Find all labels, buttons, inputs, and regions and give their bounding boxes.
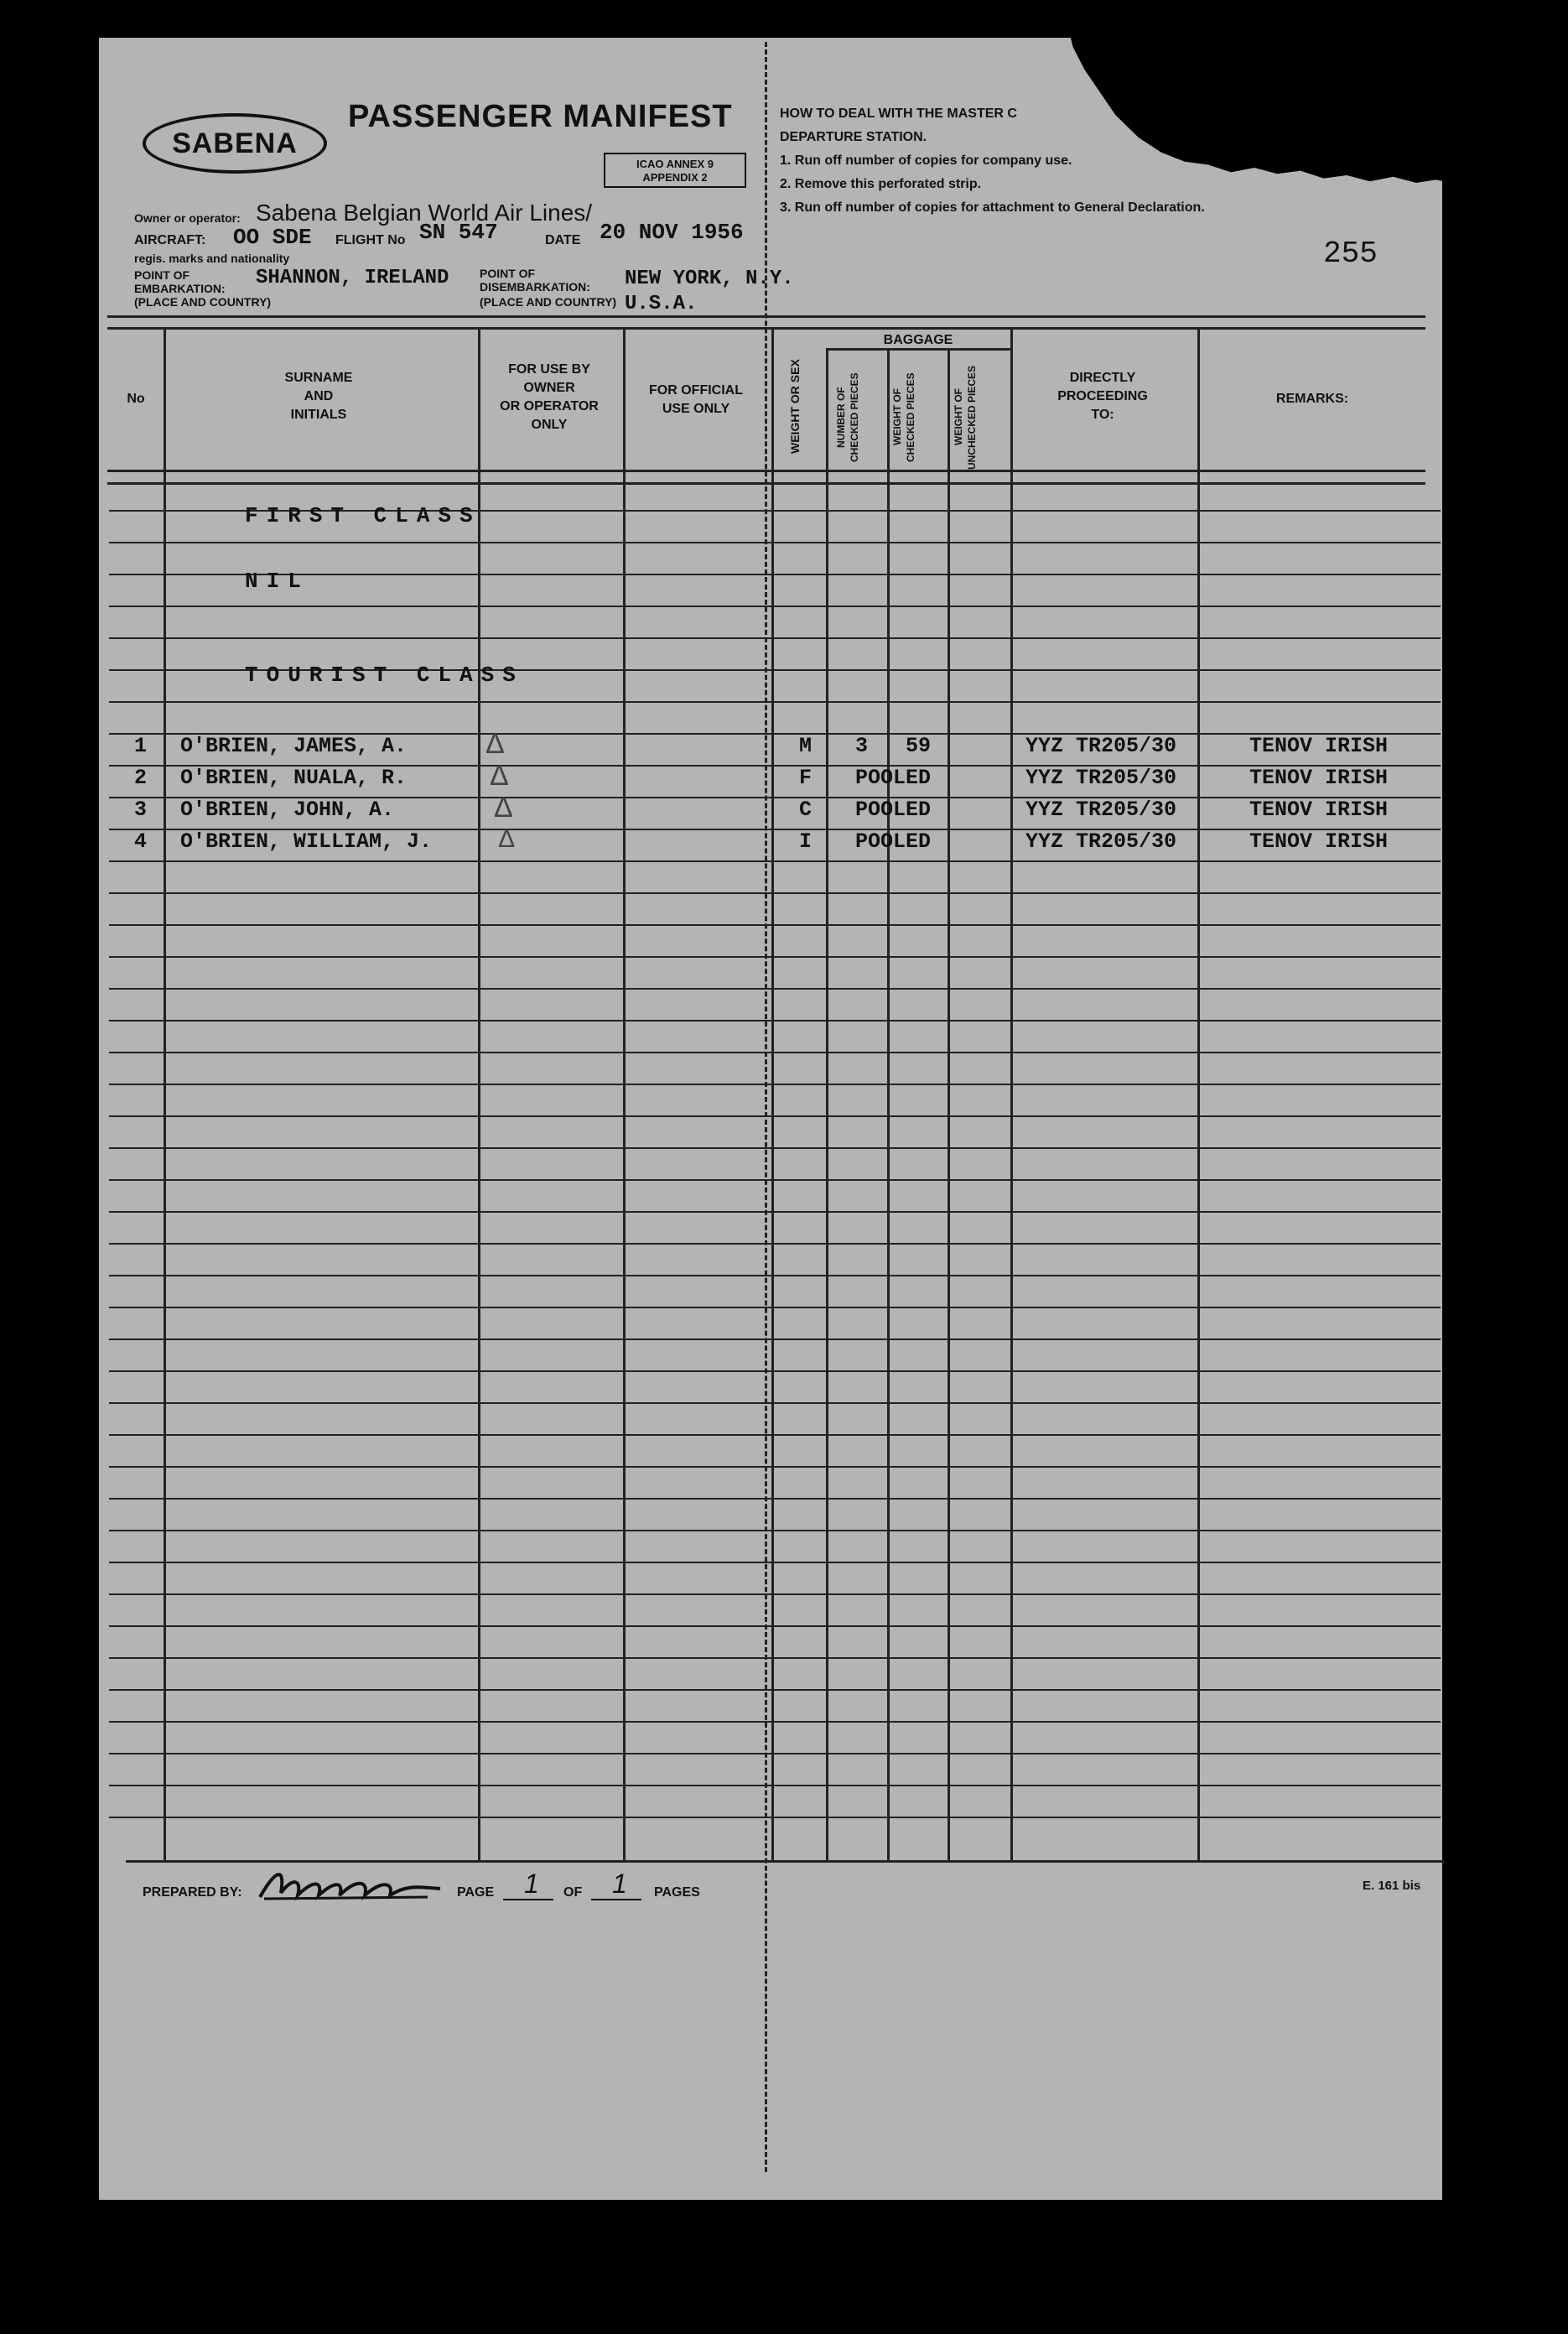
passenger-sex: I <box>799 829 813 854</box>
row-rule <box>109 1721 1441 1723</box>
page-label: PAGE <box>457 1885 495 1900</box>
row-rule <box>109 1498 1441 1500</box>
prepared-by-label: PREPARED BY: <box>143 1885 242 1900</box>
row-rule <box>109 1020 1441 1021</box>
row-rule <box>109 1434 1441 1436</box>
regis-label: regis. marks and nationality <box>134 252 290 265</box>
aircraft-label: AIRCRAFT: <box>134 233 206 247</box>
passenger-remarks: TENOV IRISH <box>1249 829 1389 854</box>
perforation-line <box>765 42 767 2172</box>
aircraft-value: OO SDE <box>233 225 312 250</box>
row-rule <box>109 637 1441 639</box>
rule-header-bottom-2 <box>107 482 1425 485</box>
row-rule <box>109 1753 1441 1754</box>
row-rule <box>109 1243 1441 1245</box>
passenger-no: 4 <box>134 829 148 854</box>
row-rule <box>109 1339 1441 1340</box>
grid-col-8 <box>1010 327 1013 1862</box>
check-mark: ∆ <box>495 792 512 824</box>
row-rule <box>109 1307 1441 1308</box>
signature <box>252 1864 444 1905</box>
rule-top <box>107 315 1425 318</box>
col-owner-use: FOR USE BY OWNER OR OPERATOR ONLY <box>500 362 599 432</box>
row-rule <box>109 1147 1441 1149</box>
rule-header-top <box>107 327 1425 330</box>
of-value: 1 <box>612 1869 627 1899</box>
row-rule <box>109 606 1441 607</box>
col-proceeding: DIRECTLY PROCEEDING TO: <box>1057 371 1148 422</box>
passenger-sex: F <box>799 766 813 790</box>
passenger-name: O'BRIEN, JAMES, A. <box>180 734 408 758</box>
row-rule <box>109 1115 1441 1117</box>
date-label: DATE <box>545 233 581 247</box>
passenger-sex: C <box>799 798 813 822</box>
row-rule <box>109 860 1441 862</box>
col-weight-sex: WEIGHT OR SEX <box>788 359 802 455</box>
disembark-label: POINT OF DISEMBARKATION: <box>480 267 590 294</box>
col-baggage: BAGGAGE <box>883 333 953 347</box>
flight-value: SN 547 <box>419 220 498 245</box>
row-rule <box>109 1625 1441 1627</box>
disembark-value: NEW YORK, N.Y. U.S.A. <box>625 268 794 315</box>
sabena-logo <box>143 113 327 174</box>
row-rule <box>109 1052 1441 1053</box>
row-rule <box>109 1084 1441 1085</box>
row-rule <box>109 988 1441 990</box>
col-remarks: REMARKS: <box>1275 392 1349 406</box>
grid-col-4 <box>771 327 774 1862</box>
page-value: 1 <box>524 1869 539 1899</box>
passenger-no: 2 <box>134 766 148 790</box>
grid-col-3 <box>623 327 626 1862</box>
instruction-line-3: 3. Run off number of copies for attachment to General Declaration. <box>780 200 1205 215</box>
icao-box: ICAO ANNEX 9 APPENDIX 2 <box>604 153 746 188</box>
form-code: E. 161 bis <box>1363 1879 1421 1893</box>
row-rule <box>109 1785 1441 1786</box>
passenger-remarks: TENOV IRISH <box>1249 734 1389 758</box>
check-mark: ∆ <box>499 825 515 853</box>
rule-header-bottom <box>107 470 1425 472</box>
passenger-name: O'BRIEN, WILLIAM, J. <box>180 829 433 854</box>
passenger-weight: 59 <box>906 734 932 758</box>
row-rule <box>109 1562 1441 1563</box>
passenger-proceeding: YYZ TR205/30 <box>1025 798 1177 822</box>
embark-sub: (PLACE AND COUNTRY) <box>134 295 272 309</box>
owner-value: Sabena Belgian World Air Lines/ <box>256 200 593 226</box>
row-rule <box>109 956 1441 958</box>
owner-label: Owner or operator: <box>134 211 241 225</box>
embark-value: SHANNON, IRELAND <box>256 267 449 289</box>
passenger-remarks: TENOV IRISH <box>1249 766 1389 790</box>
passenger-name: O'BRIEN, NUALA, R. <box>180 766 408 790</box>
passenger-proceeding: YYZ TR205/30 <box>1025 766 1177 790</box>
passenger-proceeding: YYZ TR205/30 <box>1025 734 1177 758</box>
of-value-line <box>591 1899 641 1900</box>
grid-col-9 <box>1197 327 1200 1862</box>
col-no: No <box>127 392 145 406</box>
row-rule <box>109 701 1441 703</box>
grid-col-2 <box>478 327 480 1862</box>
of-label: OF <box>563 1885 583 1900</box>
passenger-no: 1 <box>134 734 148 758</box>
passenger-pieces: POOLED <box>855 766 932 790</box>
grid-col-1 <box>164 327 166 1862</box>
row-rule <box>109 1530 1441 1531</box>
instructions <box>780 102 1205 220</box>
page-value-line <box>503 1899 553 1900</box>
instruction-line-2: 2. Remove this perforated strip. <box>780 177 982 191</box>
passenger-pieces: 3 <box>855 734 869 758</box>
rule-footer <box>126 1860 1444 1863</box>
row-rule <box>109 1179 1441 1181</box>
row-rule <box>109 1370 1441 1372</box>
row-rule <box>109 1593 1441 1595</box>
col-unchecked-weight: WEIGHT OF UNCHECKED PIECES <box>953 365 978 470</box>
embark-label: POINT OF EMBARKATION: <box>134 268 226 295</box>
row-rule <box>109 1275 1441 1276</box>
col-checked-weight: WEIGHT OF CHECKED PIECES <box>891 372 916 462</box>
passenger-remarks: TENOV IRISH <box>1249 798 1389 822</box>
disembark-sub: (PLACE AND COUNTRY) <box>480 295 617 309</box>
col-surname: SURNAME AND INITIALS <box>284 371 353 422</box>
passenger-proceeding: YYZ TR205/30 <box>1025 829 1177 854</box>
row-rule <box>109 1689 1441 1691</box>
row-rule <box>109 1211 1441 1213</box>
row-rule <box>109 924 1441 926</box>
row-rule <box>109 1657 1441 1659</box>
instruction-line-0: DEPARTURE STATION. <box>780 130 927 144</box>
row-rule <box>109 1466 1441 1468</box>
row-rule <box>109 892 1441 894</box>
baggage-rule <box>826 348 1010 351</box>
pages-label: PAGES <box>654 1885 700 1900</box>
signature-drawing <box>252 1864 444 1905</box>
section-first-class: FIRST CLASS <box>245 503 481 528</box>
instructions-heading: HOW TO DEAL WITH THE MASTER C <box>780 107 1017 121</box>
date-value: 20 NOV 1956 <box>600 220 744 245</box>
passenger-pieces: POOLED <box>855 798 932 822</box>
col-checked-pieces: NUMBER OF CHECKED PIECES <box>835 372 860 462</box>
flight-label: FLIGHT No <box>335 233 406 247</box>
passenger-no: 3 <box>134 798 148 822</box>
row-rule <box>109 542 1441 543</box>
passenger-sex: M <box>799 734 813 758</box>
page-number: 255 <box>1323 237 1378 271</box>
passenger-pieces: POOLED <box>855 829 932 854</box>
passenger-name: O'BRIEN, JOHN, A. <box>180 798 395 822</box>
row-rule <box>109 1402 1441 1404</box>
section-nil: NIL <box>245 569 309 594</box>
section-tourist-class: TOURIST CLASS <box>245 663 524 688</box>
col-official: FOR OFFICIAL USE ONLY <box>649 383 743 416</box>
logo-text: SABENA <box>172 127 298 159</box>
page-title: PASSENGER MANIFEST <box>348 99 733 134</box>
instruction-line-1: 1. Run off number of copies for company use. <box>780 153 1072 168</box>
check-mark: ∆ <box>491 760 508 792</box>
check-mark: ∆ <box>486 728 504 760</box>
row-rule <box>109 1817 1441 1818</box>
